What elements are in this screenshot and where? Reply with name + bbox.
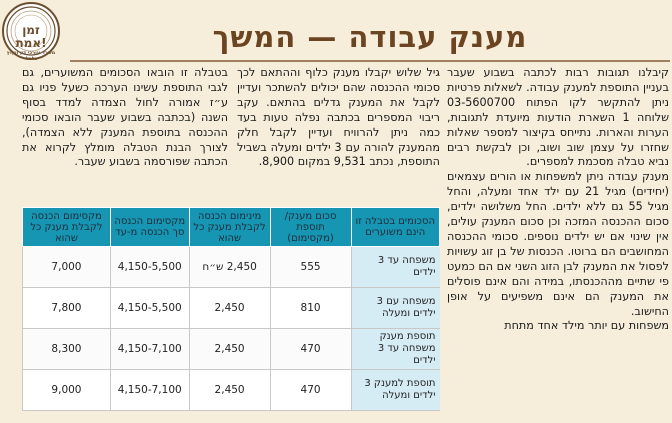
table-row: [23, 329, 440, 370]
table-cell: תוספת מענק משפחה עד 3 ילדים: [351, 329, 440, 370]
table-cell: 470: [270, 329, 351, 370]
paragraph: בטבלה זו הובאו הסכומים המשוערים, גם לגבי התוספת עשינו הערכה כשעל פניו גם ע״ז אמורה לחול הצמדה למדד בסוף השנה (בכתבה בשבוע שעבר הובאו סכומי ההכנסה בתוספת המענק ללא הצמדה), לצורך הבנת הטבלה מומלץ לקרוא את הכתבה שפורסמה בשבוע שעבר.: [22, 66, 228, 169]
table-header-cell: הסכומים בטבלה זו הינם משוערים: [351, 208, 440, 247]
table-cell: 555: [270, 247, 351, 288]
grant-summary-table: [22, 207, 440, 411]
table-cell: 810: [270, 288, 351, 329]
table-cell: 2,450 ש״ח: [189, 247, 270, 288]
brand-logo: [2, 2, 60, 60]
table-cell: משפחה עם 3 ילדים ומעלה: [351, 288, 440, 329]
table-cell: 470: [270, 370, 351, 411]
logo-text-line1: זמן: [22, 23, 40, 37]
table-cell: 2,450: [189, 329, 270, 370]
article-column-middle: [237, 66, 440, 170]
title-divider: [70, 60, 670, 62]
article-title: מענק עבודה — המשך: [212, 20, 528, 54]
table-header-cell: מקסימום הכנסה סך הכנסה מ-עד: [110, 208, 189, 247]
table-cell: 4,150-7,100: [110, 329, 189, 370]
table-cell: 4,150-7,100: [110, 370, 189, 411]
table-cell: 7,000: [23, 247, 111, 288]
table-cell: 2,450: [189, 370, 270, 411]
paragraph: קיבלנו תגובות רבות לכתבה בשבוע שעבר בעניין התוספת למענק עבודה. לשאלות פרטיות ניתן להתקשר לקו הפתוח 03-5600700 שלוחה 1 השארת הודעות מיועדת לתגובות, הערות והארות. נתייחס בקיצור למספר שאלות שחזרו על עצמן שוב ושוב, וכן לבקשת רבים נביא טבלה מסכמת למספרים.: [447, 66, 669, 169]
logo-text-line2: אמת!: [15, 36, 47, 50]
table-row: [23, 247, 440, 288]
article-column-left: [22, 66, 228, 170]
table-cell: 9,000: [23, 370, 111, 411]
article-column-right: [447, 66, 669, 334]
logo-text-line3: משרד עורכי דין ויעוץ כלכלי: [6, 50, 56, 62]
table-header-cell: סכום מענק/ תוספת (מקסימום): [270, 208, 351, 247]
table-row: [23, 370, 440, 411]
table-header-row: [23, 208, 440, 247]
paragraph: גיל שלוש יקבלו מענק כלוף וההתאם לכך סכומי ההכנסה שהם יכולים להשתכר ועדיין לקבל את המענק גדלים בהתאם. עקב ריבוי המספרים בכתבה נפלה טעות בעד כמה ניתן להרוויח ועדיין לקבל חלק מהמענק להורה עם 3 ילדים ומעלה בשביל התוספת, נכתב 9,531 במקום 8,900.: [237, 66, 440, 169]
table-cell: 4,150-5,500: [110, 288, 189, 329]
paragraph: מענק עבודה ניתן למשפחות או הורים עצמאים (יחידים) מגיל 21 עם ילד אחד ומעלה, והחל מגיל 55 גם ללא ילדים. החל משלושה ילדים, סכום ההכנסה המזכה וכן סכום המענק עולים, אין שינוי אם יש ילדים נוספים. סכומי ההכנסה המחושבים הם ברוטו. הכנסות של בן זוג עשויות לפסול את המענק לבן הזוג השני אם הם כמעט פי שתיים מההכנסתו, במידה והם אינם פוסלים את המענק הם אינם משפיעים על אופן החישוב.: [447, 170, 670, 318]
table-cell: 8,300: [23, 329, 111, 370]
table-cell: תוספת למענק 3 ילדים ומעלה: [351, 370, 440, 411]
paragraph: משפחות עם יותר מילד אחד מתחת: [504, 319, 669, 333]
table-cell: 7,800: [23, 288, 111, 329]
table-header-cell: מינימום הכנסה לקבלת מענק כל שהוא: [189, 208, 270, 247]
table-header-cell: מקסימום הכנסה לקבלת מענק כל שהוא: [23, 208, 111, 247]
table-cell: 2,450: [189, 288, 270, 329]
table-cell: משפחה עד 3 ילדים: [351, 247, 440, 288]
table-cell: 4,150-5,500: [110, 247, 189, 288]
table-row: [23, 288, 440, 329]
